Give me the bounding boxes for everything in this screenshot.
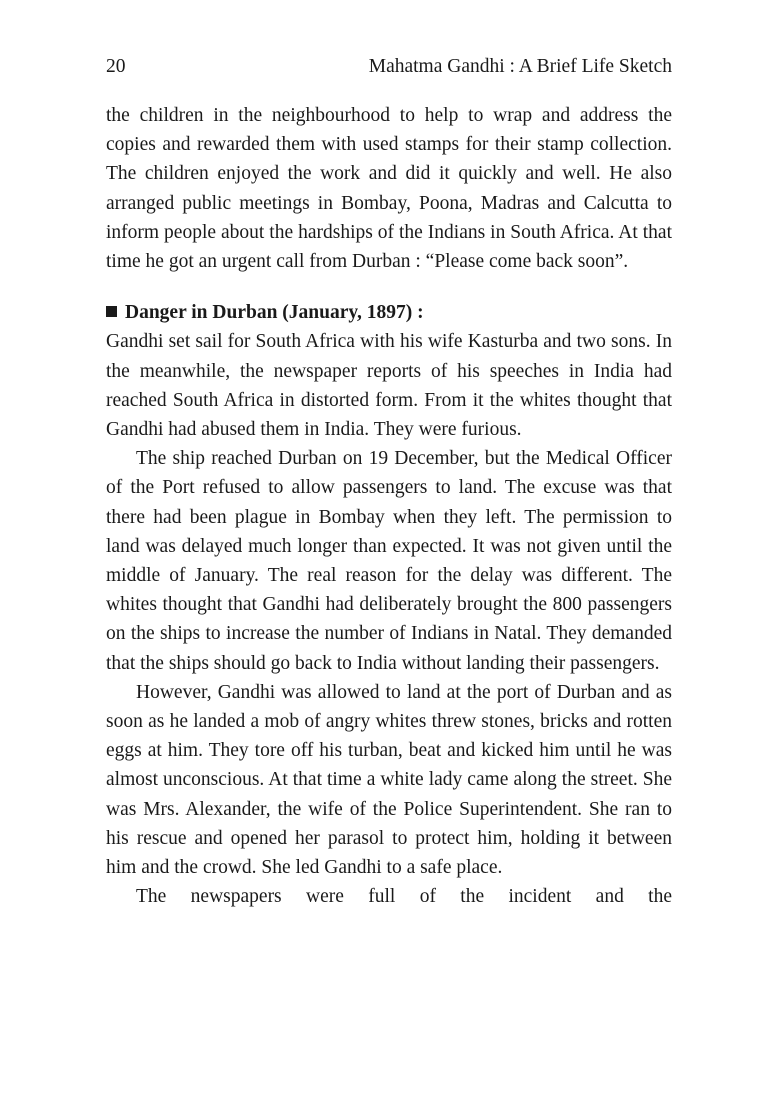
section-heading xyxy=(106,298,672,327)
bullet-square-icon xyxy=(106,306,117,317)
running-header xyxy=(106,53,672,81)
paragraph-last: The newspapers were full of the incident and the xyxy=(136,886,672,908)
paragraph: Gandhi set sail for South Africa with his wife Kasturba and two sons. In the meanwhile, the newspaper reports of his speeches in India had reached South Africa in distorted form. From it the whites thought that Gandhi had abused them in India. They were furious. xyxy=(106,331,672,441)
paragraph-continued: the children in the neighbourhood to help to wrap and address the copies and rewarded them with used stamps for their stamp collection. The children enjoyed the work and did it quickly and well. He also arranged public meetings in Bombay, Poona, Madras and Calcutta to inform people about the hardships of the Indians in South Africa. At that time he got an urgent call from Durban : “Please come back soon”. xyxy=(106,105,672,273)
page-number: 20 xyxy=(106,56,126,77)
section-heading-text: Danger in Durban (January, 1897) : xyxy=(125,302,424,324)
body-text xyxy=(106,101,672,911)
book-title: Mahatma Gandhi : A Brief Life Sketch xyxy=(368,56,672,77)
paragraph: The ship reached Durban on 19 December, but the Medical Officer of the Port refused to allow passengers to land. The excuse was that there had been plague in Bombay when they left. The permission to land was delayed much longer than expected. It was not given until the middle of January. The real reason for the delay was different. The whites thought that Gandhi had deliberately brought the 800 passengers on the ships to increase the number of Indians in Natal. They demanded that the ships should go back to India without landing their passengers. xyxy=(106,448,672,674)
paragraph: However, Gandhi was allowed to land at the port of Durban and as soon as he landed a mob of angry whites threw stones, bricks and rotten eggs at him. They tore off his turban, beat and kicked him until he was almost unconscious. At that time a white lady came along the street. She was Mrs. Alexander, the wife of the Police Superintendent. She ran to his rescue and opened her parasol to protect him, holding it between him and the crowd. She led Gandhi to a safe place. xyxy=(106,681,672,879)
